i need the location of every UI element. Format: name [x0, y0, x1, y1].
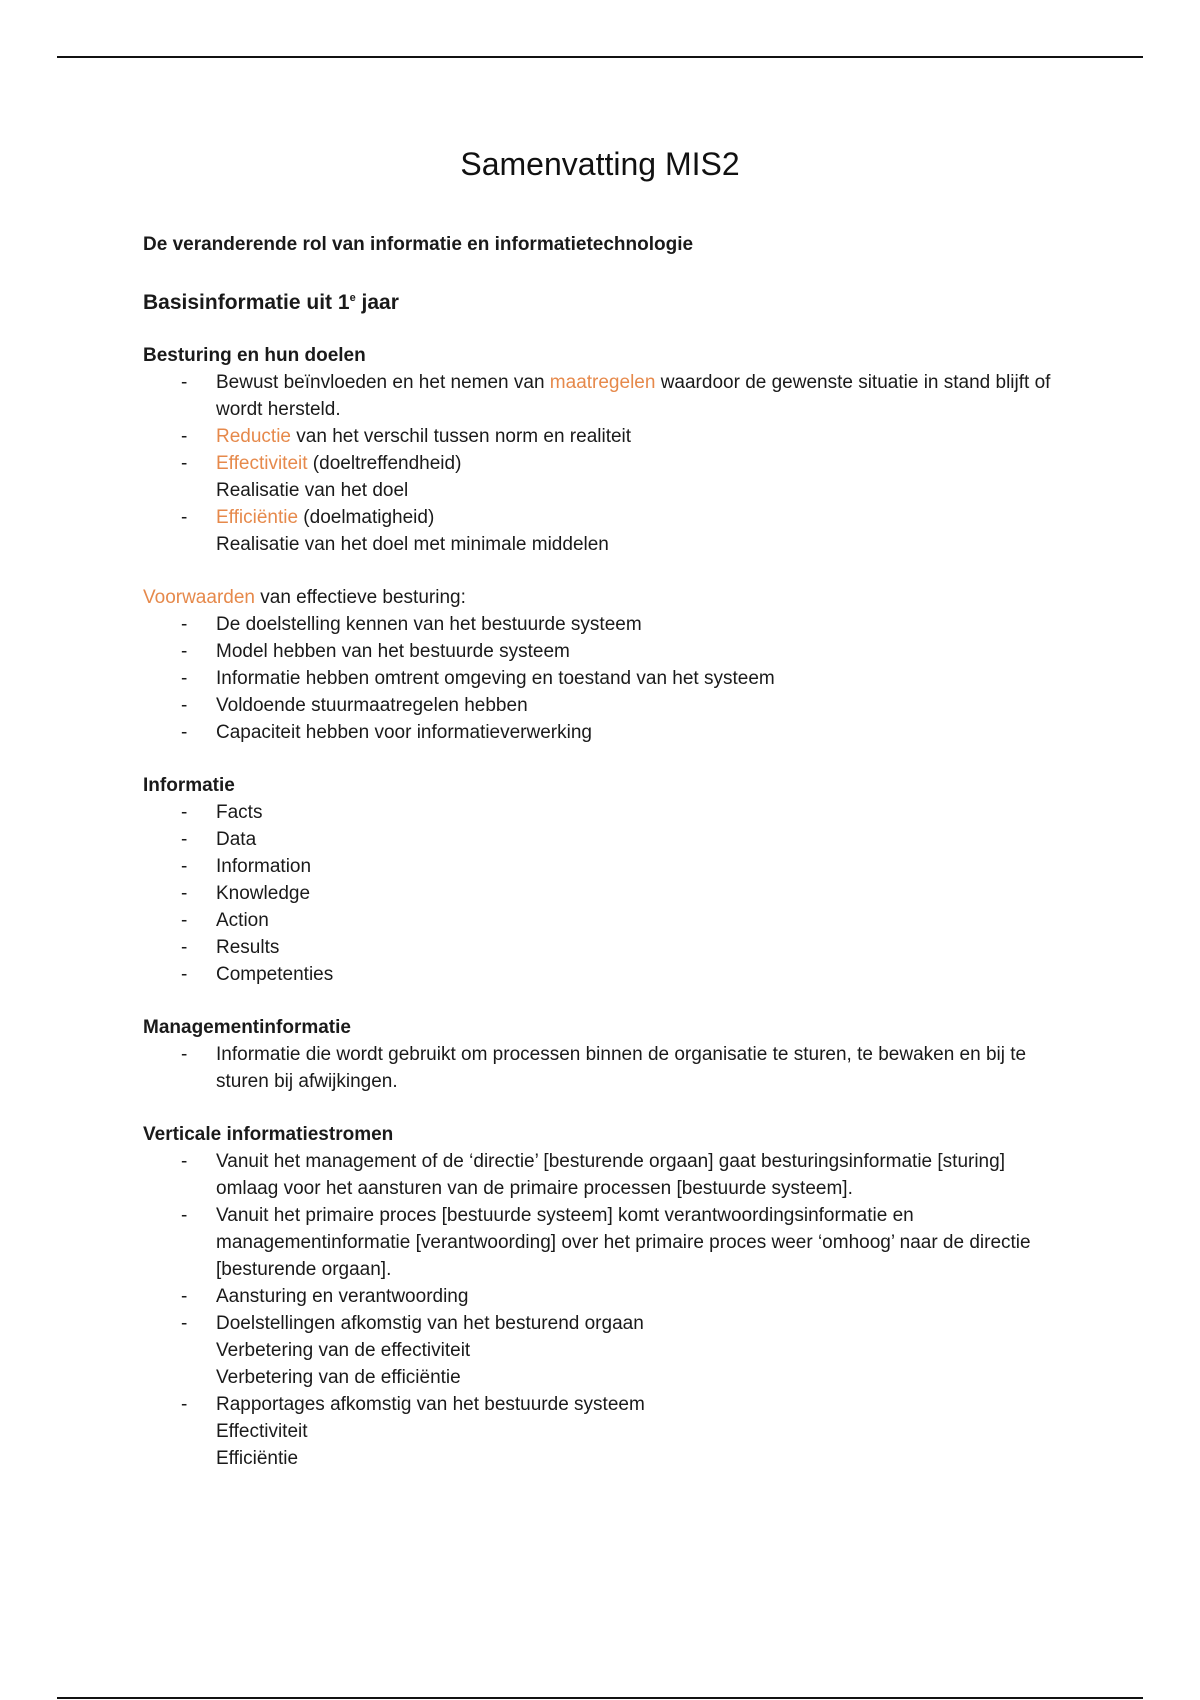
- top-rule: [57, 56, 1143, 58]
- subtitle: De veranderende rol van informatie en informatietechnologie: [143, 234, 694, 255]
- list-subline: Effectiviteit: [216, 1421, 308, 1442]
- list-item: - Informatie die wordt gebruikt om processen binnen de organisatie te sturen, te bewaken en bij te sturen bij afwijkingen.: [143, 1041, 1063, 1095]
- list-item: - Information: [143, 853, 1063, 880]
- list-item: - Effectiviteit (doeltreffendheid) Realisatie van het doel: [143, 450, 1063, 504]
- besturing-heading: Besturing en hun doelen: [143, 345, 366, 366]
- bottom-rule: [57, 1697, 1143, 1699]
- accent-term: Reductie: [216, 426, 291, 447]
- list-subline: Efficiëntie: [216, 1448, 299, 1469]
- list-item: - Vanuit het management of de ‘directie’ [besturende orgaan] gaat besturingsinformatie [sturing] omlaag voor het aansturen van de primaire processen [bestuurde systeem].: [143, 1148, 1063, 1202]
- accent-term: Efficiëntie: [216, 507, 299, 528]
- list-item: - Knowledge: [143, 880, 1063, 907]
- voorwaarden-heading: Voorwaarden van effectieve besturing:: [143, 587, 466, 608]
- list-item: - Voldoende stuurmaatregelen hebben: [143, 692, 1063, 719]
- list-item: - Rapportages afkomstig van het bestuurde systeem Effectiviteit Efficiëntie: [143, 1391, 1063, 1472]
- voorwaarden-list: [143, 611, 1063, 746]
- list-subline: Realisatie van het doel met minimale middelen: [216, 534, 609, 555]
- list-item: - Data: [143, 826, 1063, 853]
- accent-term: Effectiviteit: [216, 453, 308, 474]
- besturing-list: [143, 369, 1063, 558]
- verticale-list: [143, 1148, 1063, 1472]
- list-item: - Reductie van het verschil tussen norm en realiteit: [143, 423, 1063, 450]
- list-subline: Verbetering van de efficiëntie: [216, 1367, 461, 1388]
- informatie-heading: Informatie: [143, 775, 235, 796]
- list-item: - Informatie hebben omtrent omgeving en toestand van het systeem: [143, 665, 1063, 692]
- verticale-heading: Verticale informatiestromen: [143, 1124, 394, 1145]
- list-item: - Capaciteit hebben voor informatieverwerking: [143, 719, 1063, 746]
- list-item: - Bewust beïnvloeden en het nemen van maatregelen waardoor de gewenste situatie in stand blijft of wordt hersteld.: [143, 369, 1063, 423]
- list-item: - Doelstellingen afkomstig van het besturend orgaan Verbetering van de effectiviteit Verbetering van de efficiëntie: [143, 1310, 1063, 1391]
- list-subline: Verbetering van de effectiviteit: [216, 1340, 471, 1361]
- list-item: - Vanuit het primaire proces [bestuurde systeem] komt verantwoordingsinformatie en managementinformatie [verantwoording] over het primaire proces weer ‘omhoog’ naar de directie [besturende orgaan].: [143, 1202, 1063, 1283]
- list-item: - Model hebben van het bestuurde systeem: [143, 638, 1063, 665]
- management-heading: Managementinformatie: [143, 1017, 351, 1038]
- accent-term: maatregelen: [549, 372, 656, 393]
- page-title: Samenvatting MIS2: [460, 146, 740, 182]
- accent-term: Voorwaarden: [143, 587, 255, 608]
- list-item: - Action: [143, 907, 1063, 934]
- informatie-list: [143, 799, 1063, 988]
- list-subline: Realisatie van het doel: [216, 480, 409, 501]
- list-item: - Results: [143, 934, 1063, 961]
- document-body: [143, 231, 1063, 1472]
- list-item: - Efficiëntie (doelmatigheid) Realisatie van het doel met minimale middelen: [143, 504, 1063, 558]
- basis-heading: Basisinformatie uit 1e jaar: [143, 291, 399, 314]
- list-item: - Competenties: [143, 961, 1063, 988]
- list-item: - Aansturing en verantwoording: [143, 1283, 1063, 1310]
- list-item: - Facts: [143, 799, 1063, 826]
- list-item: - De doelstelling kennen van het bestuurde systeem: [143, 611, 1063, 638]
- management-list: [143, 1041, 1063, 1095]
